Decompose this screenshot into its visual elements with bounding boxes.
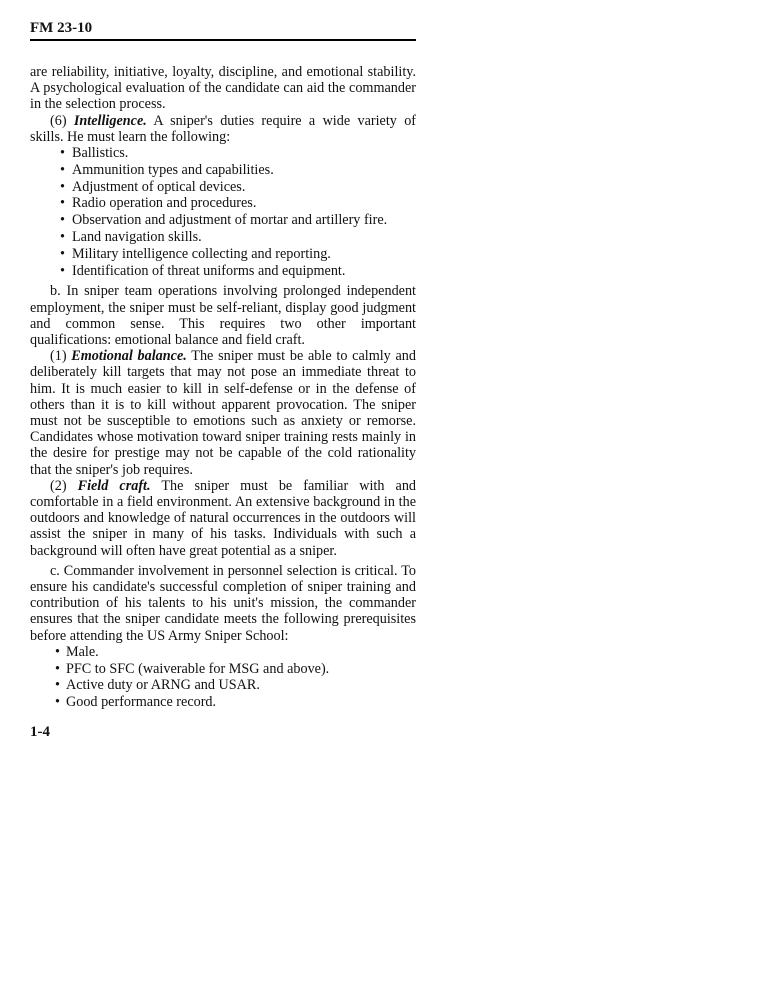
field-craft-text: The sniper must be familiar with and comfortable in a field environment. An extensive background in the outdoors and knowledge of natural occurrences in the outdoors will assist the sniper in many of his tasks. Individuals with such a background will often have great potential as a sniper. <box>30 477 417 559</box>
emotional-balance-label: Emotional balance. <box>71 348 187 365</box>
list-item-text: Good performance record. <box>66 694 217 711</box>
field-craft-number: (2) <box>50 477 67 494</box>
list-item-text: Adjustment of optical devices. <box>72 178 246 195</box>
list-item-text: Active duty or ARNG and USAR. <box>66 677 260 694</box>
paragraph-c: c. Commander involvement in personnel selection is critical. To ensure his candidate's successful completion of sniper training and contribution of his talents to his unit's mission, the commander ensures that the sniper candidate meets the following prerequisites before attending the US Army Sniper School: <box>30 562 416 644</box>
page-body <box>30 64 416 715</box>
list-item <box>30 179 416 196</box>
list-item <box>30 229 416 246</box>
list-item-text: Male. <box>66 643 99 660</box>
list-item <box>30 661 416 678</box>
list-item <box>30 677 416 694</box>
bullet-icon: • <box>55 694 60 711</box>
emotional-balance-text: The sniper must be able to calmly and deliberately kill targets that may not pose an immediate threat to him. It is much easier to kill in self-defense or in the defense of others than it is to kill without apparent provocation. The sniper must not be susceptible to emotions such as anxiety or remorse. Candidates whose motivation toward sniper training rests mainly in the desire for prestige may not be capable of the cold rationality that the sniper's job requires. <box>30 348 416 478</box>
bullet-icon: • <box>55 643 60 660</box>
bullet-icon: • <box>60 245 65 262</box>
emotional-balance-number: (1) <box>50 348 67 365</box>
bullet-icon: • <box>60 229 65 245</box>
bullet-icon: • <box>60 195 65 212</box>
bullet-icon: • <box>60 161 65 178</box>
list-item <box>30 644 416 661</box>
intelligence-number: (6) <box>50 112 67 129</box>
list-item-text: Land navigation skills. <box>72 229 202 245</box>
list-item <box>30 246 416 263</box>
running-header <box>30 20 416 41</box>
list-item-text: PFC to SFC (waiverable for MSG and above). <box>66 660 330 677</box>
list-item-text: Observation and adjustment of mortar and artillery fire. <box>72 212 388 229</box>
document-id: FM 23-10 <box>30 20 93 36</box>
field-craft-paragraph <box>30 478 416 559</box>
list-item-text: Radio operation and procedures. <box>72 195 257 212</box>
emotional-balance-paragraph <box>30 348 416 478</box>
intelligence-label: Intelligence. <box>73 112 147 129</box>
list-item <box>30 162 416 179</box>
list-item-text: Identification of threat uniforms and equipment. <box>72 262 346 279</box>
bullet-icon: • <box>60 178 65 195</box>
list-item <box>30 212 416 229</box>
list-item-text: Ballistics. <box>72 145 129 162</box>
bullet-icon: • <box>60 145 65 162</box>
intelligence-paragraph <box>30 113 416 145</box>
field-craft-label: Field craft. <box>77 477 151 494</box>
intelligence-text: A sniper's duties require a wide variety of skills. He must learn the following: <box>30 112 417 145</box>
list-item-text: Ammunition types and capabilities. <box>72 161 274 178</box>
bullet-icon: • <box>60 262 65 279</box>
list-item <box>30 145 416 162</box>
paragraph-b: b. In sniper team operations involving prolonged independent employment, the sniper must be self-reliant, display good judgment and common sense. This requires two other important qualifications: emotional balance and field craft. <box>30 283 416 348</box>
intro-paragraph: are reliability, initiative, loyalty, discipline, and emotional stability. A psychological evaluation of the candidate can aid the commander in the selection process. <box>30 64 416 113</box>
list-item <box>30 195 416 212</box>
bullet-icon: • <box>55 660 60 677</box>
bullet-icon: • <box>60 212 65 229</box>
list-item <box>30 694 416 711</box>
list-item-text: Military intelligence collecting and reporting. <box>72 245 331 262</box>
prerequisites-list <box>30 644 416 711</box>
list-item <box>30 263 416 280</box>
skills-list <box>30 145 416 279</box>
bullet-icon: • <box>55 677 60 694</box>
page-number: 1-4 <box>30 724 50 740</box>
